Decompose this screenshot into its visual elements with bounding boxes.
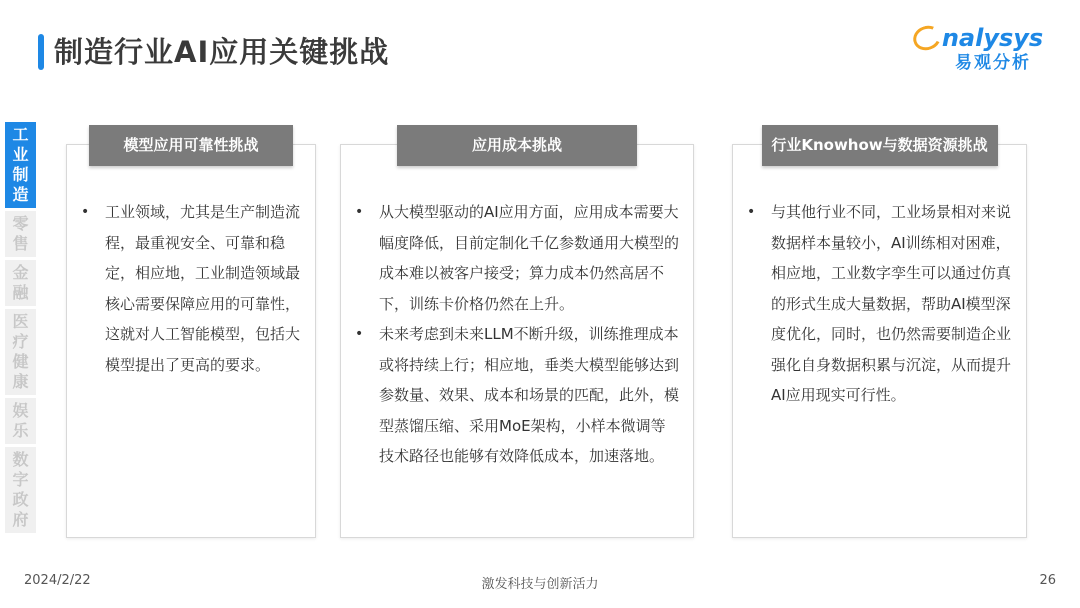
bullet-list (81, 197, 301, 380)
bullet-item: • 工业领域，尤其是生产制造流程，最重视安全、可靠和稳定，相应地，工业制造领域最核心需要保障应用的可靠性，这就对人工智能模型，包括大模型提出了更高的要求。 (81, 197, 301, 380)
side-tab-label: 数 字 政 府 (12, 450, 29, 529)
footer-slogan: 激发科技与创新活力 (481, 577, 599, 592)
bullet-item: • 与其他行业不同，工业场景相对来说数据样本量较小，AI训练相对困难，相应地，工业数字孪生可以通过仿真的形式生成大量数据，帮助AI模型深度优化，同时，也仍然需要制造企业强化自身数据积累与沉淀，从而提升AI应用现实可行性。 (747, 197, 1012, 411)
logo-en-text: nalysys (941, 24, 1044, 52)
industry-side-tabs (5, 122, 36, 536)
side-tab-healthcare[interactable] (5, 309, 36, 395)
title-accent-bar (38, 34, 44, 70)
bullet-item: • 未来考虑到未来LLM不断升级，训练推理成本或将持续上行；相应地，垂类大模型能够达到参数量、效果、成本和场景的匹配，此外，模型蒸馏压缩、采用MoE架构，小样本微调等技术路径也能够有效降低成本，加速落地。 (355, 319, 679, 472)
card-heading: 行业Knowhow与数据资源挑战 (762, 125, 998, 166)
card-application-cost (340, 136, 694, 538)
side-tab-digital-government[interactable] (5, 447, 36, 533)
footer-date: 2024/2/22 (24, 573, 91, 588)
side-tab-label: 零 售 (12, 214, 29, 253)
page-number: 26 (1039, 573, 1056, 588)
bullet-list (747, 197, 1012, 411)
page-title: 制造行业AI应用关键挑战 (54, 35, 390, 69)
bullet-list (355, 197, 679, 472)
logo-wordmark (898, 24, 1058, 52)
card-model-reliability (66, 136, 316, 538)
analysys-logo (898, 24, 1058, 80)
side-tab-finance[interactable] (5, 260, 36, 306)
side-tab-retail[interactable] (5, 211, 36, 257)
side-tab-label: 医 疗 健 康 (12, 312, 29, 391)
side-tab-label: 娱 乐 (12, 401, 29, 440)
side-tab-label: 工 业 制 造 (12, 125, 29, 204)
side-tab-label: 金 融 (12, 263, 29, 302)
card-heading: 模型应用可靠性挑战 (89, 125, 293, 166)
card-industry-knowhow-data (732, 136, 1027, 538)
logo-cn-text: 易观分析 (955, 53, 1031, 73)
card-heading: 应用成本挑战 (397, 125, 637, 166)
bullet-item: • 从大模型驱动的AI应用方面，应用成本需要大幅度降低，目前定制化千亿参数通用大模型的成本难以被客户接受；算力成本仍然高居不下，训练卡价格仍然在上升。 (355, 197, 679, 319)
side-tab-entertainment[interactable] (5, 398, 36, 444)
logo-swoosh-icon (910, 22, 945, 54)
side-tab-manufacturing[interactable] (5, 122, 36, 208)
